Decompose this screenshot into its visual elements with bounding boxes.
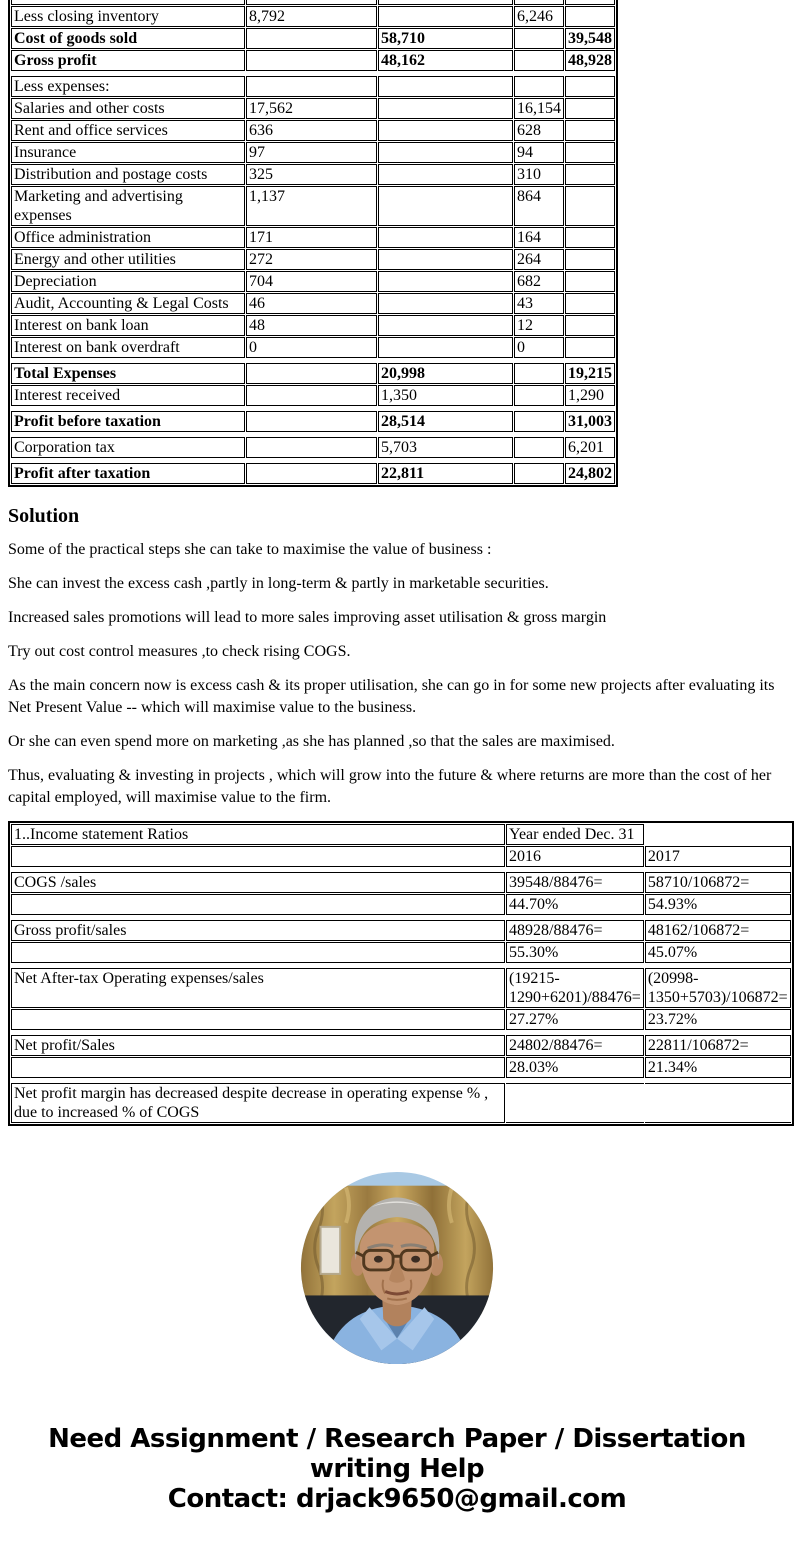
table-cell: 5,703 (378, 437, 513, 458)
section-separator-row (11, 1031, 791, 1034)
table-row (11, 385, 615, 406)
separator-cell (246, 433, 377, 436)
table-row (11, 1057, 791, 1078)
table-cell: 44.70% (506, 894, 644, 915)
separator-cell (506, 916, 644, 919)
separator-cell (565, 359, 615, 362)
separator-cell (506, 964, 644, 967)
table-cell: 704 (246, 271, 377, 292)
table-cell: Office administration (11, 227, 245, 248)
table-cell: (19215-1290+6201)/88476= (506, 968, 644, 1008)
table-cell: Profit before taxation (11, 411, 245, 432)
table-row (11, 50, 615, 71)
table-cell: 48,162 (378, 50, 513, 71)
table-row (11, 293, 615, 314)
table-row (11, 186, 615, 226)
table-row (11, 337, 615, 358)
table-cell: Marketing and advertising expenses (11, 186, 245, 226)
table-cell (514, 437, 564, 458)
table-cell (514, 411, 564, 432)
table-cell (378, 142, 513, 163)
section-separator-row (11, 459, 615, 462)
separator-cell (506, 868, 644, 871)
table-cell: 628 (514, 120, 564, 141)
table-cell: 46 (246, 293, 377, 314)
table-cell (246, 411, 377, 432)
table-cell (246, 28, 377, 49)
solution-paragraph: Thus, evaluating & investing in projects , which will grow into the future & where returns are more than the cost of her capital employed, will maximise value to the firm. (8, 767, 772, 806)
table-cell: Interest on bank overdraft (11, 337, 245, 358)
table-cell: 31,003 (565, 411, 615, 432)
table-cell (514, 76, 564, 97)
table-cell: Net profit margin has decreased despite decrease in operating expense % , due to increased % of COGS (11, 1083, 505, 1123)
table-cell (565, 0, 615, 5)
income-statement-table (8, 0, 618, 487)
table-row (11, 0, 615, 5)
table-cell: Corporation tax (11, 437, 245, 458)
separator-cell (378, 433, 513, 436)
separator-cell (11, 72, 245, 75)
table-row (11, 98, 615, 119)
table-cell: 6,201 (565, 437, 615, 458)
table-cell: 22,811 (378, 463, 513, 484)
solution-paragraph: Some of the practical steps she can take to maximise the value of business : (8, 541, 492, 558)
table-cell: 272 (246, 249, 377, 270)
table-row (11, 1009, 791, 1030)
table-cell (514, 28, 564, 49)
table-cell (11, 894, 505, 915)
table-row (11, 1083, 791, 1123)
table-cell: 636 (246, 120, 377, 141)
table-cell: 24,802 (565, 463, 615, 484)
separator-cell (514, 407, 564, 410)
table-cell (514, 0, 564, 5)
table-cell: 310 (514, 164, 564, 185)
contact-email: Contact: drjack9650@gmail.com (167, 1484, 627, 1514)
table-cell (246, 437, 377, 458)
table-cell (565, 293, 615, 314)
table-cell: 2016 (506, 846, 644, 867)
table-cell: Salaries and other costs (11, 98, 245, 119)
separator-cell (11, 1031, 505, 1034)
table-cell (246, 0, 377, 5)
table-cell: 1,290 (565, 385, 615, 406)
table-cell (378, 76, 513, 97)
table-row (11, 894, 791, 915)
table-row (11, 411, 615, 432)
section-separator-row (11, 916, 791, 919)
table-row (11, 824, 791, 845)
table-cell (514, 363, 564, 384)
table-cell (645, 824, 791, 845)
table-cell: 54.93% (645, 894, 791, 915)
table-cell: 17,562 (246, 98, 377, 119)
separator-cell (565, 459, 615, 462)
table-cell (506, 1083, 644, 1123)
separator-cell (378, 459, 513, 462)
table-cell (378, 271, 513, 292)
separator-cell (246, 407, 377, 410)
solution-paragraph: Try out cost control measures ,to check rising COGS. (8, 643, 351, 660)
contact-footer (0, 1424, 794, 1514)
separator-cell (11, 433, 245, 436)
separator-cell (11, 459, 245, 462)
table-cell: Depreciation (11, 271, 245, 292)
table-cell (246, 76, 377, 97)
section-separator-row (11, 868, 791, 871)
table-cell: 39,548 (565, 28, 615, 49)
table-cell (378, 315, 513, 336)
separator-cell (378, 72, 513, 75)
table-cell: 24802/88476= (506, 1035, 644, 1056)
table-cell: Net profit/Sales (11, 1035, 505, 1056)
table-cell (565, 142, 615, 163)
table-cell (378, 0, 513, 5)
table-cell: Interest received (11, 385, 245, 406)
table-cell (378, 249, 513, 270)
table-cell: 19,215 (565, 363, 615, 384)
section-separator-row (11, 964, 791, 967)
table-cell: 48,928 (565, 50, 615, 71)
table-row (11, 142, 615, 163)
separator-cell (11, 964, 505, 967)
separator-cell (11, 1079, 505, 1082)
solution-heading: Solution (8, 505, 80, 527)
table-cell (246, 463, 377, 484)
separator-cell (645, 868, 791, 871)
table-cell: 264 (514, 249, 564, 270)
table-cell (378, 164, 513, 185)
table-cell: 27.27% (506, 1009, 644, 1030)
table-cell (565, 249, 615, 270)
table-cell (378, 98, 513, 119)
presenter-photo (299, 1170, 495, 1366)
separator-cell (514, 459, 564, 462)
table-cell (565, 186, 615, 226)
table-cell: 28,514 (378, 411, 513, 432)
separator-cell (514, 433, 564, 436)
table-cell (246, 50, 377, 71)
table-cell: Profit after taxation (11, 463, 245, 484)
table-cell: Rent and office services (11, 120, 245, 141)
table-cell: 58710/106872= (645, 872, 791, 893)
table-cell: 45.07% (645, 942, 791, 963)
table-cell (378, 293, 513, 314)
table-cell (378, 337, 513, 358)
table-cell (11, 846, 505, 867)
separator-cell (506, 1079, 644, 1082)
table-cell (11, 942, 505, 963)
table-cell: 48928/88476= (506, 920, 644, 941)
separator-cell (645, 964, 791, 967)
table-cell: Less closing inventory (11, 6, 245, 27)
section-separator-row (11, 72, 615, 75)
table-cell (514, 50, 564, 71)
table-row (11, 120, 615, 141)
separator-cell (514, 72, 564, 75)
table-cell (565, 315, 615, 336)
table-cell (565, 337, 615, 358)
table-cell (565, 227, 615, 248)
solution-paragraph: Or she can even spend more on marketing ,as she has planned ,so that the sales are maximised. (8, 733, 615, 750)
table-row (11, 315, 615, 336)
solution-text-section (8, 539, 786, 809)
table-cell: Year ended Dec. 31 (506, 824, 644, 845)
separator-cell (565, 433, 615, 436)
table-cell (378, 120, 513, 141)
table-cell: 58,710 (378, 28, 513, 49)
table-cell: 97 (246, 142, 377, 163)
table-cell: 12 (514, 315, 564, 336)
table-row (11, 28, 615, 49)
income-statement-section (0, 0, 794, 487)
table-cell (246, 363, 377, 384)
table-cell: Insurance (11, 142, 245, 163)
table-cell: 20,998 (378, 363, 513, 384)
table-cell: Total Expenses (11, 363, 245, 384)
table-row (11, 437, 615, 458)
table-cell: 6,246 (514, 6, 564, 27)
table-cell (565, 120, 615, 141)
table-cell: 28.03% (506, 1057, 644, 1078)
table-cell: 325 (246, 164, 377, 185)
table-cell (378, 186, 513, 226)
table-cell: Gross profit (11, 50, 245, 71)
table-cell (11, 1057, 505, 1078)
table-row (11, 76, 615, 97)
table-cell: 2017 (645, 846, 791, 867)
table-row (11, 271, 615, 292)
section-separator-row (11, 407, 615, 410)
table-row (11, 872, 791, 893)
table-cell: 171 (246, 227, 377, 248)
section-separator-row (11, 1079, 791, 1082)
solution-paragraph: She can invest the excess cash ,partly in long-term & partly in marketable securities. (8, 575, 549, 592)
table-cell: 0 (514, 337, 564, 358)
table-cell: 1..Income statement Ratios (11, 824, 505, 845)
table-row (11, 363, 615, 384)
table-cell: 164 (514, 227, 564, 248)
table-cell: 39548/88476= (506, 872, 644, 893)
table-row (11, 227, 615, 248)
table-cell: Interest on bank loan (11, 315, 245, 336)
income-statement-ratios-table (8, 821, 794, 1126)
table-cell: Distribution and postage costs (11, 164, 245, 185)
table-row (11, 6, 615, 27)
section-separator-row (11, 433, 615, 436)
table-cell (645, 1083, 791, 1123)
table-cell (514, 463, 564, 484)
table-cell (378, 227, 513, 248)
separator-cell (11, 916, 505, 919)
table-cell (565, 98, 615, 119)
separator-cell (246, 359, 377, 362)
table-row (11, 249, 615, 270)
separator-cell (11, 407, 245, 410)
table-cell: 55.30% (506, 942, 644, 963)
table-row (11, 920, 791, 941)
table-cell: Audit, Accounting & Legal Costs (11, 293, 245, 314)
table-cell: 23.72% (645, 1009, 791, 1030)
table-cell: 16,154 (514, 98, 564, 119)
table-cell: 864 (514, 186, 564, 226)
table-row (11, 164, 615, 185)
table-cell (11, 1009, 505, 1030)
separator-cell (645, 1079, 791, 1082)
table-cell: 1,137 (246, 186, 377, 226)
section-separator-row (11, 359, 615, 362)
table-cell: Energy and other utilities (11, 249, 245, 270)
table-cell: 48162/106872= (645, 920, 791, 941)
separator-cell (645, 916, 791, 919)
separator-cell (645, 1031, 791, 1034)
separator-cell (11, 359, 245, 362)
table-cell: 48 (246, 315, 377, 336)
table-cell: 43 (514, 293, 564, 314)
table-cell (565, 6, 615, 27)
table-cell (378, 6, 513, 27)
table-cell: Net After-tax Operating expenses/sales (11, 968, 505, 1008)
table-cell (11, 0, 245, 5)
table-row (11, 846, 791, 867)
table-cell: Gross profit/sales (11, 920, 505, 941)
table-cell (565, 76, 615, 97)
separator-cell (565, 407, 615, 410)
contact-line: Need Assignment / Research Paper / Dissertation (48, 1424, 746, 1454)
photo-section (0, 1170, 794, 1371)
table-cell (565, 164, 615, 185)
table-cell: Less expenses: (11, 76, 245, 97)
separator-cell (514, 359, 564, 362)
table-row (11, 942, 791, 963)
solution-paragraph: Increased sales promotions will lead to more sales improving asset utilisation & gross margin (8, 609, 607, 626)
table-row (11, 968, 791, 1008)
contact-line: writing Help (309, 1454, 485, 1484)
table-cell: 21.34% (645, 1057, 791, 1078)
separator-cell (246, 459, 377, 462)
table-row (11, 1035, 791, 1056)
table-cell: COGS /sales (11, 872, 505, 893)
solution-paragraph: As the main concern now is excess cash & its proper utilisation, she can go in for some new projects after evaluating its Net Present Value -- which will maximise value to the business. (8, 677, 775, 716)
table-cell: 0 (246, 337, 377, 358)
table-cell (565, 271, 615, 292)
table-cell: 94 (514, 142, 564, 163)
separator-cell (506, 1031, 644, 1034)
table-cell: 8,792 (246, 6, 377, 27)
separator-cell (246, 72, 377, 75)
table-row (11, 463, 615, 484)
separator-cell (378, 359, 513, 362)
table-cell (246, 385, 377, 406)
separator-cell (565, 72, 615, 75)
table-cell: 22811/106872= (645, 1035, 791, 1056)
separator-cell (11, 868, 505, 871)
table-cell: 682 (514, 271, 564, 292)
table-cell: (20998-1350+5703)/106872= (645, 968, 791, 1008)
table-cell: 1,350 (378, 385, 513, 406)
separator-cell (378, 407, 513, 410)
table-cell: Cost of goods sold (11, 28, 245, 49)
table-cell (514, 385, 564, 406)
